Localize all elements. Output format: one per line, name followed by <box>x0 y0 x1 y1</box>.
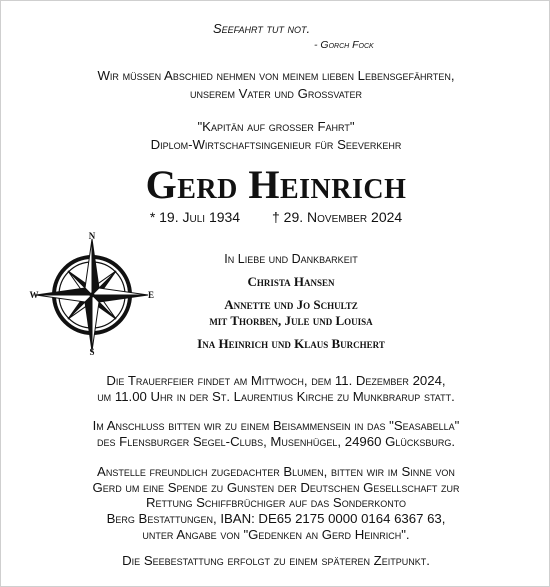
intro-text <box>1 68 550 103</box>
family-line-4: Ina Heinrich und Klaus Burchert <box>197 336 385 351</box>
burial-info <box>1 553 550 569</box>
compass-west-label: W <box>29 290 39 300</box>
gathering-line-2: des Flensburger Segel-Clubs, Musenhügel, 24960 Glücksburg. <box>96 433 456 449</box>
donation-info <box>1 464 550 543</box>
compass-south-label: S <box>89 347 95 357</box>
funeral-line-1: Die Trauerfeier findet am Mittwoch, dem 11. Dezember 2024, <box>106 373 446 388</box>
family-line-2: Annette und Jo Schultz <box>224 297 358 312</box>
gathering-info <box>1 418 550 449</box>
quote-author: - Gorch Fock <box>314 39 374 51</box>
deceased-title <box>1 119 550 154</box>
life-dates <box>1 208 550 226</box>
quote-text: Seefahrt tut not. <box>213 21 311 36</box>
death-date: † 29. November 2024 <box>272 209 403 225</box>
gathering-line-1: Im Anschluss bitten wir zu einem Beisammensein in das "Seasabella" <box>92 418 460 433</box>
family-intro: In Liebe und Dankbarkeit <box>224 252 358 266</box>
donation-line-2: Gerd um eine Spende zu Gunsten der Deutschen Gesellschaft zur <box>92 479 460 495</box>
donation-line-5: unter Angabe von "Gedenken an Gerd Heinrich". <box>142 526 410 542</box>
donation-line-1: Anstelle freundlich zugedachter Blumen, bitten wir im Sinne von <box>97 464 455 479</box>
title-line-2: Diplom-Wirtschaftsingenieur für Seeverkehr <box>150 137 402 153</box>
compass-east-label: E <box>147 290 155 300</box>
family-line-1: Christa Hansen <box>247 274 335 289</box>
compass-north-label: N <box>88 231 96 241</box>
intro-line-1: Wir müssen Abschied nehmen von meinem lieben Lebensgefährten, <box>97 68 455 83</box>
title-line-1: "Kapitän auf grosser Fahrt" <box>197 119 355 134</box>
birth-date: * 19. Juli 1934 <box>149 209 241 225</box>
family-signatures <box>151 252 431 352</box>
deceased-name: Gerd Heinrich <box>145 162 407 207</box>
compass-rose-icon <box>29 231 155 357</box>
funeral-line-2: um 11.00 Uhr in der St. Laurentius Kirche zu Munkbrarup statt. <box>97 388 455 404</box>
donation-line-3: Rettung Schiffbrüchiger auf das Sonderkonto <box>145 495 407 511</box>
intro-line-2: unserem Vater und Grossvater <box>189 86 363 102</box>
donation-line-4: Berg Bestattungen, IBAN: DE65 2175 0000 0164 6367 63, <box>106 511 446 527</box>
funeral-info <box>1 373 550 404</box>
family-line-3: mit Thorben, Jule und Louisa <box>209 313 373 328</box>
burial-line-1: Die Seebestattung erfolgt zu einem späteren Zeitpunkt. <box>122 553 430 568</box>
